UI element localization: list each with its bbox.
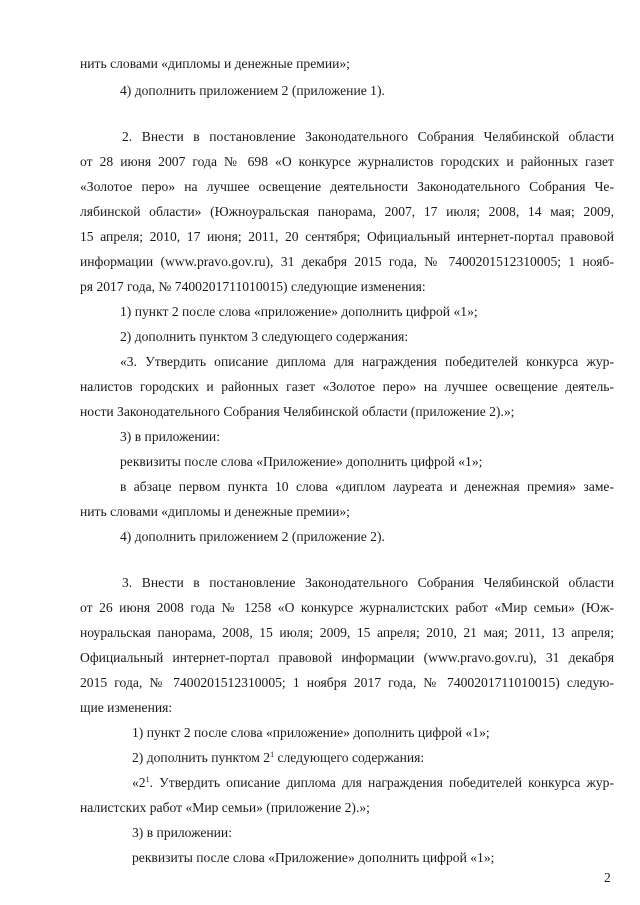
list-item: 3) в приложении: (132, 825, 232, 840)
text-line: нить словами «дипломы и денежные премии»; (80, 56, 350, 71)
text-line: ря 2017 года, № 7400201711010015) следующие изменения: (80, 279, 426, 294)
list-item: 4) дополнить приложением 2 (приложение 2). (120, 529, 385, 544)
text-line: от 28 июня 2007 года № 698 «О конкурсе журналистов городских и районных газет (80, 154, 614, 169)
quoted-text-line: «3. Утвердить описание диплома для награждения победителей конкурса жур- (120, 354, 614, 369)
text-line: лябинской области» (Южноуральская панорама, 2007, 17 июля; 2008, 14 мая; 2009, (80, 204, 614, 219)
page-number: 2 (604, 870, 611, 885)
text-line: 2015 года, № 7400201512310005; 1 ноября 2017 года, № 7400201711010015) следую- (80, 675, 614, 690)
text-line: в абзаце первом пункта 10 слова «диплом лауреата и денежная премия» заме- (120, 479, 614, 494)
list-item: 4) дополнить приложением 2 (приложение 1). (120, 83, 385, 98)
text-line: Официальный интернет-портал правовой информации (www.pravo.gov.ru), 31 декабря (80, 650, 614, 665)
text-line: нить словами «дипломы и денежные премии»; (80, 504, 350, 519)
paragraph-heading: 2. Внести в постановление Законодательного Собрания Челябинской области (122, 129, 614, 144)
quoted-text-line: налистов городских и районных газет «Золотое перо» на лучшее освещение деятель- (80, 379, 614, 394)
text-line: 15 апреля; 2010, 17 июня; 2011, 20 сентября; Официальный интернет-портал правовой (80, 229, 614, 244)
quote-number: «2 (132, 775, 146, 790)
quoted-text-line: ности Законодательного Собрания Челябинской области (приложение 2).»; (80, 404, 515, 419)
list-item (132, 750, 424, 766)
quoted-text-line (132, 775, 614, 791)
list-item: 1) пункт 2 после слова «приложение» дополнить цифрой «1»; (120, 304, 478, 319)
quote-text: . Утвердить описание диплома для награждения победителей конкурса жур- (149, 775, 614, 790)
text-line: щие изменения: (80, 700, 173, 715)
superscript: 1 (145, 775, 150, 784)
superscript: 1 (270, 750, 275, 759)
list-item: 3) в приложении: (120, 429, 220, 444)
text-line: информации (www.pravo.gov.ru), 31 декабря 2015 года, № 7400201512310005; 1 нояб- (80, 254, 614, 269)
text-line: «Золотое перо» на лучшее освещение деятельности Законодательного Собрания Че- (80, 179, 614, 194)
text-line: реквизиты после слова «Приложение» дополнить цифрой «1»; (132, 850, 495, 865)
text-line: реквизиты после слова «Приложение» дополнить цифрой «1»; (120, 454, 483, 469)
quoted-text-line: налистских работ «Мир семьи» (приложение 2).»; (80, 800, 370, 815)
list-item: 1) пункт 2 после слова «приложение» дополнить цифрой «1»; (132, 725, 490, 740)
paragraph-heading: 3. Внести в постановление Законодательного Собрания Челябинской области (122, 575, 614, 590)
list-item: 2) дополнить пунктом 3 следующего содержания: (120, 329, 409, 344)
list-item-text: 2) дополнить пунктом 2 (132, 750, 271, 765)
text-line: от 26 июня 2008 года № 1258 «О конкурсе журналистских работ «Мир семьи» (Юж- (80, 600, 614, 615)
list-item-text: следующего содержания: (277, 750, 425, 765)
text-line: ноуральская панорама, 2008, 15 июля; 2009, 15 апреля; 2010, 21 мая; 2011, 13 апреля; (80, 625, 614, 640)
